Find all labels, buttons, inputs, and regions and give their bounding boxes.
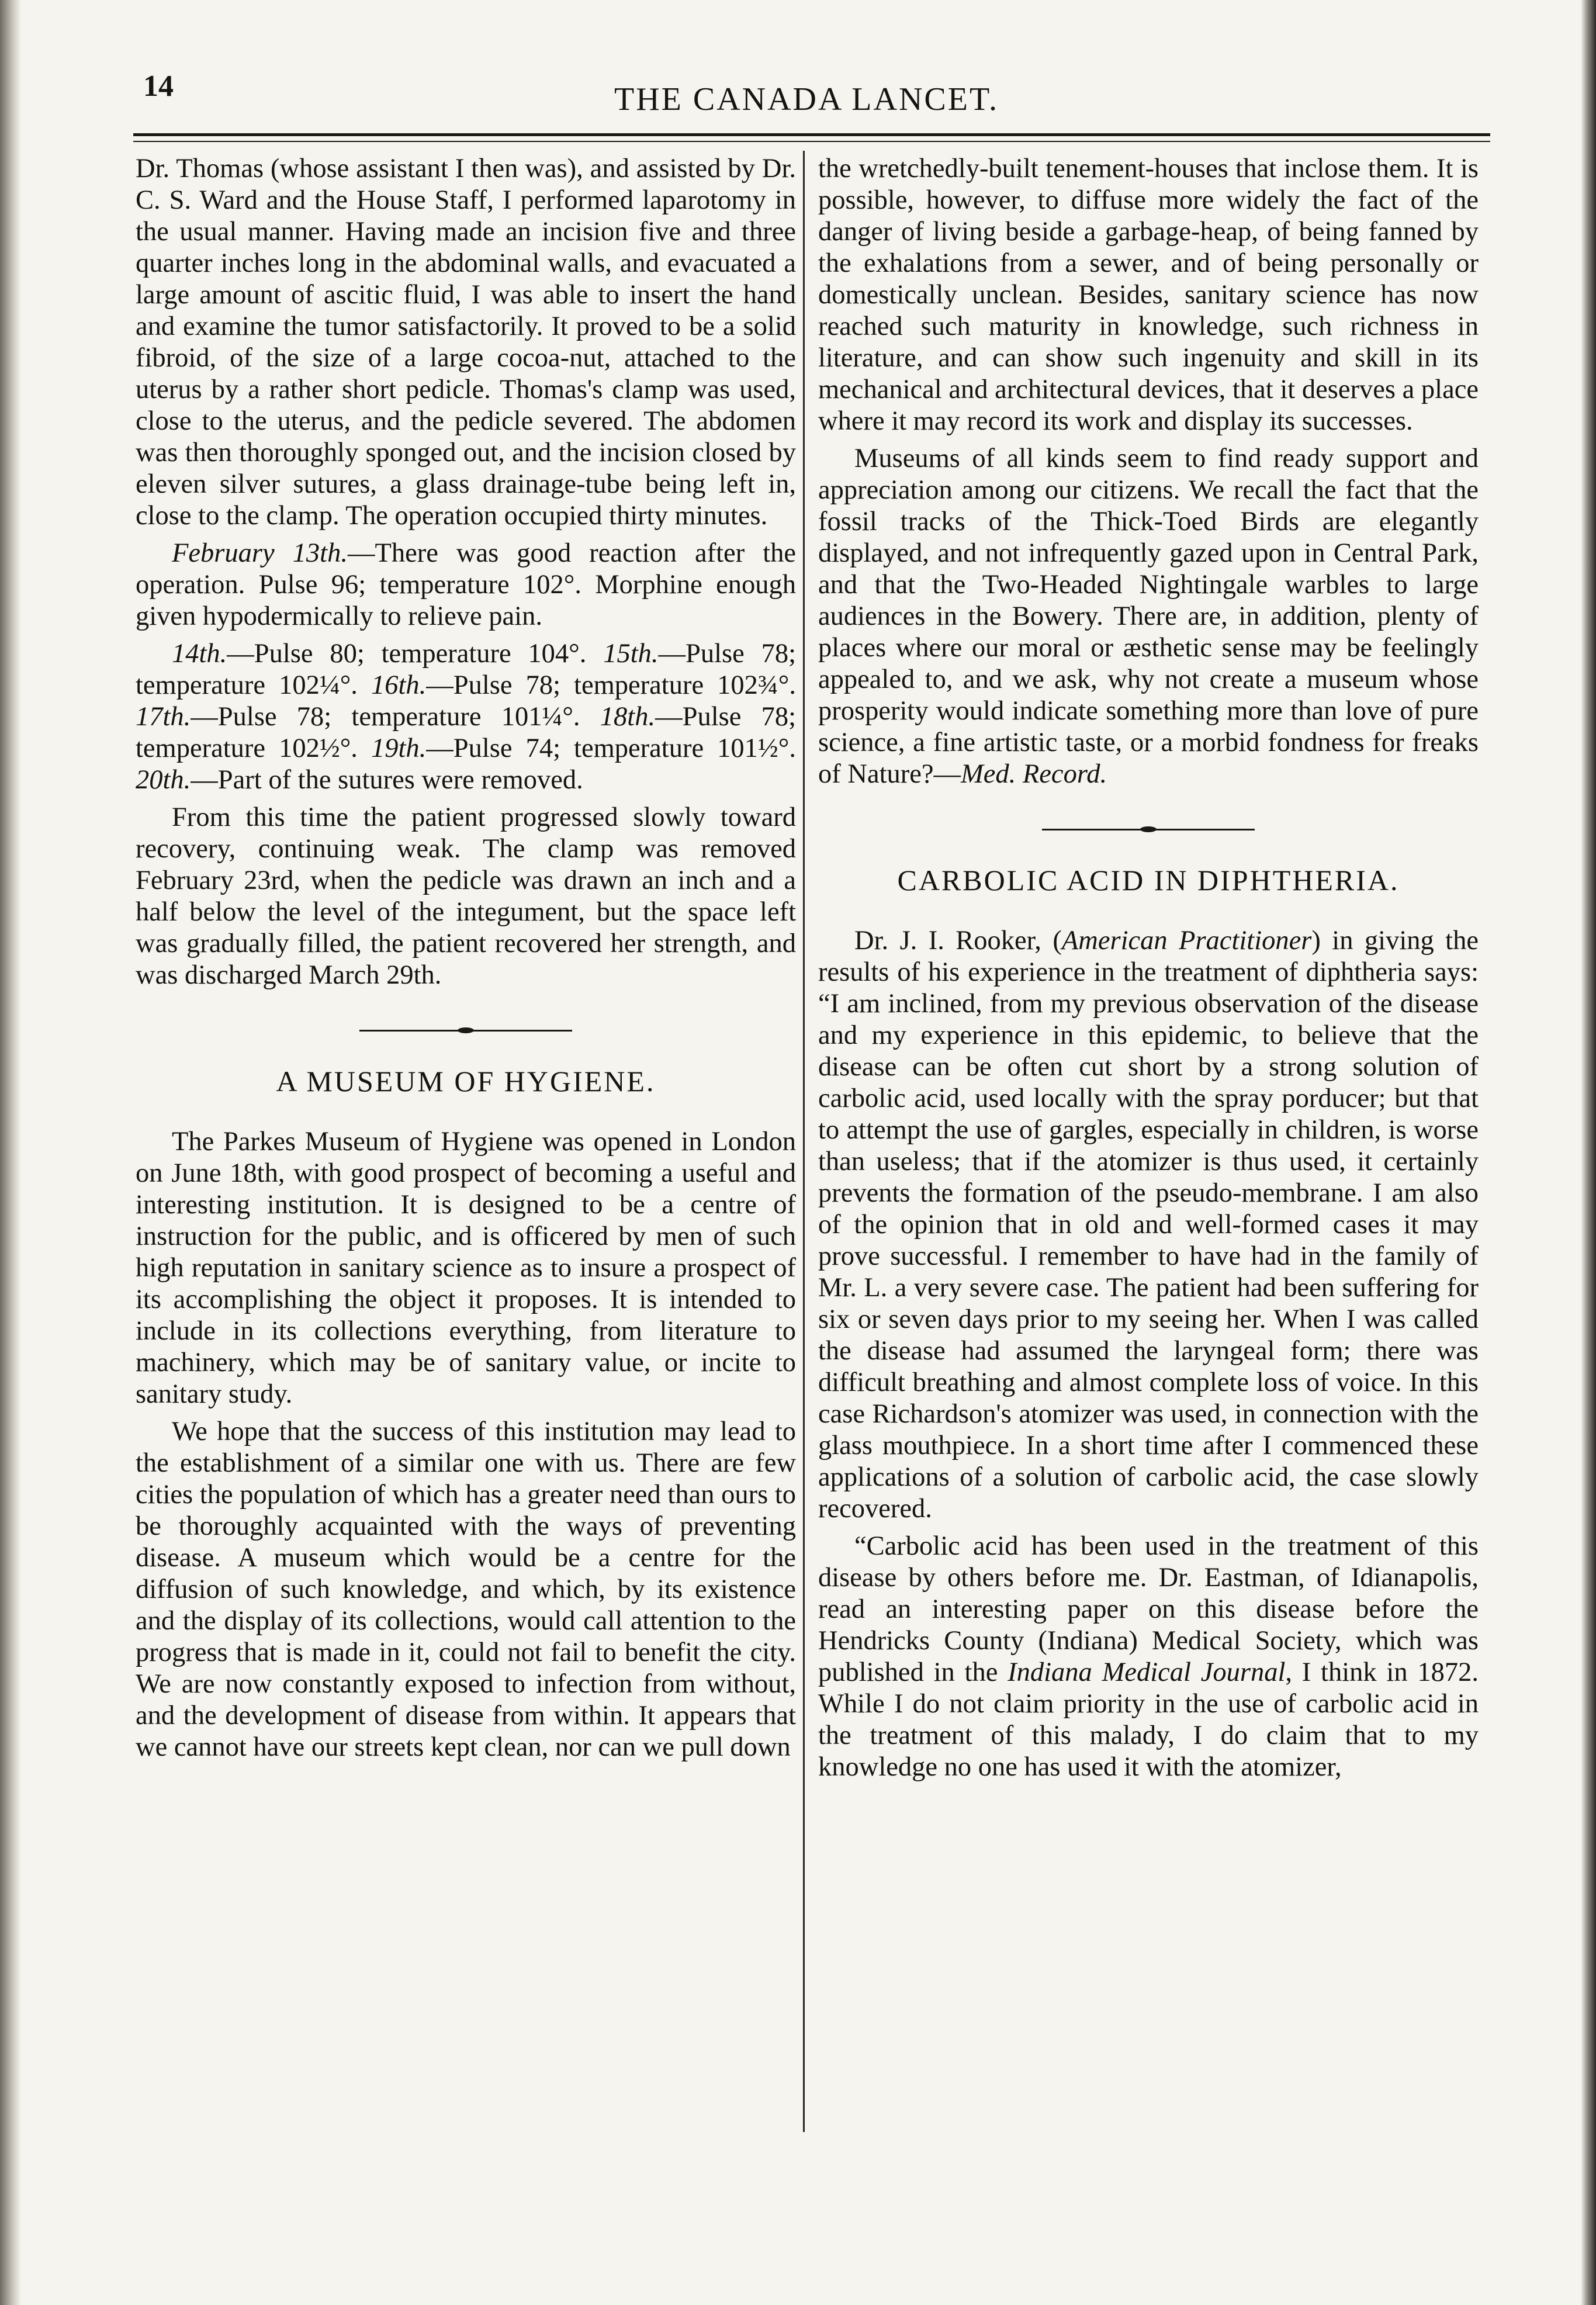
- case-report-daily-notes: [136, 638, 796, 796]
- carbolic-paragraph-1: [818, 925, 1479, 1525]
- carbolic-paragraph-2: [818, 1531, 1479, 1783]
- museum-paragraph-2: We hope that the success of this institution may lead to the establishment of a similar one with us. There are few cities the population of which has a greater need than ours to be thoroughly acquainted with the ways of preventing disease. A museum which would be a centre for the diffusion of such knowledge, and which, by its existence and the display of its collections, would call attention to the progress that is made in it, could not fail to benefit the city. We are now constantly exposed to infection from without, and the development of disease from within. It appears that we cannot have our streets kept clean, nor can we pull down: [136, 1417, 796, 1762]
- running-head: THE CANADA LANCET.: [614, 81, 999, 117]
- date-text: —Pulse 78; temperature 102¾°.: [426, 670, 796, 700]
- date-label: February 13th.: [172, 538, 348, 568]
- carbolic-paragraph-2-lead: “Carbolic acid has been used in the treatment of this disease by others before me. Dr. Eastman, of Idianapolis, read an interesting paper on this disease before the Hendricks County (Indiana) Medical Society, which was published in the: [818, 1531, 1479, 1687]
- date-text: —Pulse 80; temperature 104°.: [227, 639, 604, 669]
- date-text: —Part of the sutures were removed.: [191, 765, 583, 795]
- case-report-recovery: From this time the patient progressed slowly toward recovery, continuing weak. The clamp was removed February 23rd, when the pedicle was drawn an inch and a half below the level of the integument, but the space left was gradually filled, the patient recovered her strength, and was discharged March 29th.: [136, 802, 796, 990]
- date-label: 20th.: [136, 765, 191, 795]
- case-report-february-13: [136, 538, 796, 632]
- date-text: —Pulse 78; temperature 101¼°.: [191, 702, 600, 732]
- date-label: 17th.: [136, 702, 191, 732]
- right-column: [818, 153, 1479, 1783]
- case-report-paragraph: Dr. Thomas (whose assistant I then was), and assisted by Dr. C. S. Ward and the House Staff, I performed laparotomy in the usual manner. Having made an incision five and three quarter inches long in the abdominal walls, and evacuated a large amount of ascitic fluid, I was able to insert the hand and examine the tumor satisfactorily. It proved to be a solid fibroid, of the size of a large cocoa-nut, attached to the uterus by a rather short pedicle. Thomas's clamp was used, close to the uterus, and the pedicle severed. The abdomen was then thoroughly sponged out, and the incision closed by eleven silver sutures, a glass drainage-tube being left in, close to the clamp. The operation occupied thirty minutes.: [136, 154, 796, 531]
- left-column: [136, 153, 796, 1763]
- section-title-carbolic: CARBOLIC ACID IN DIPHTHERIA.: [897, 864, 1400, 897]
- carbolic-paragraph-2-text: , I think in 1872. While I do not claim priority in the use of carbolic acid in the treatment of this malady, I do claim that to my knowledge no one has used it with the atomizer,: [818, 1657, 1479, 1782]
- date-label: 19th.: [371, 733, 427, 763]
- carbolic-paragraph-1-text: ) in giving the results of his experience in the treatment of diphtheria says: “I am inclined, from my previous observation of the disease and my experience in this epidemic, to believe that the disease can be often cut short by a strong solution of carbolic acid, used locally with the spray porducer; but that to attempt the use of gargles, especially in children, is worse than useless; that if the atomizer is thus used, it certainly prevents the formation of the pseudo-membrane. I am also of the opinion that in old and well-formed cases it may prove successful. I remember to have had in the family of Mr. L. a very severe case. The patient had been suffering for six or seven days prior to my seeing her. When I was called the disease had assumed the laryngeal form; there was difficult breathing and almost complete loss of voice. In this case Richardson's atomizer was used, in connection with the glass mouthpiece. In a short time after I commenced these applications of a solution of carbolic acid, the case slowly recovered.: [818, 926, 1479, 1524]
- section-divider-ornament: [359, 1030, 572, 1032]
- date-text: —Pulse 78; temperature 102¼°.: [136, 639, 796, 700]
- museum-paragraph-3: [818, 443, 1479, 790]
- source-citation: Med. Record.: [961, 759, 1107, 789]
- page-edge-shadow-right: [1581, 0, 1596, 2305]
- museum-paragraph-continued: the wretchedly-built tenement-houses that inclose them. It is possible, however, to diffuse more widely the fact of the danger of living beside a garbage-heap, of being fanned by the exhalations from a sewer, and of being personally or domestically unclean. Besides, sanitary science has now reached such maturity in knowledge, such richness in literature, and can show such ingenuity and skill in its mechanical and architectural devices, that it deserves a place where it may record its work and display its successes.: [818, 154, 1479, 436]
- header-rule-thick: [133, 133, 1490, 136]
- date-label: 14th.: [172, 639, 227, 669]
- source-citation: American Practitioner: [1061, 926, 1312, 956]
- date-text: —Pulse 74; temperature 101½°.: [426, 733, 796, 763]
- date-label: 16th.: [371, 670, 427, 700]
- museum-paragraph-3-text: Museums of all kinds seem to find ready support and appreciation among our citizens. We recall the fact that the fossil tracks of the Thick-Toed Birds are elegantly displayed, and not infrequently gazed upon in Central Park, and that the Two-Headed Nightingale warbles to large audiences in the Bowery. There are, in addition, plenty of places where our moral or æsthetic sense may be feelingly appealed to, and we ask, why not create a museum whose prosperity would indicate something more than love of pure science, a fine artistic taste, or a morbid fondness for freaks of Nature?—: [818, 444, 1479, 789]
- carbolic-paragraph-1-lead: Dr. J. I. Rooker, (: [854, 926, 1062, 956]
- date-text: —There was good reaction after the operation. Pulse 96; temperature 102°. Morphine enough given hypodermically to relieve pain.: [136, 538, 797, 631]
- journal-citation: Indiana Medical Journal: [1008, 1657, 1286, 1687]
- page-edge-shadow-left: [0, 0, 21, 2305]
- date-text: —Pulse 78; temperature 102½°.: [136, 702, 796, 763]
- header-rule-thin: [133, 141, 1490, 142]
- section-divider-ornament: [1042, 829, 1255, 830]
- page-number: 14: [143, 70, 174, 103]
- section-title-museum: A MUSEUM OF HYGIENE.: [276, 1065, 656, 1098]
- date-label: 15th.: [603, 639, 659, 669]
- museum-paragraph-1: The Parkes Museum of Hygiene was opened in London on June 18th, with good prospect of becoming a useful and interesting institution. It is designed to be a centre of instruction for the public, and is officered by men of such high reputation in sanitary science as to insure a prospect of its accomplishing the object it proposes. It is intended to include in its collections everything, from literature to machinery, which may be of sanitary value, or incite to sanitary study.: [136, 1127, 796, 1409]
- date-label: 18th.: [600, 702, 656, 732]
- column-divider: [803, 151, 805, 2132]
